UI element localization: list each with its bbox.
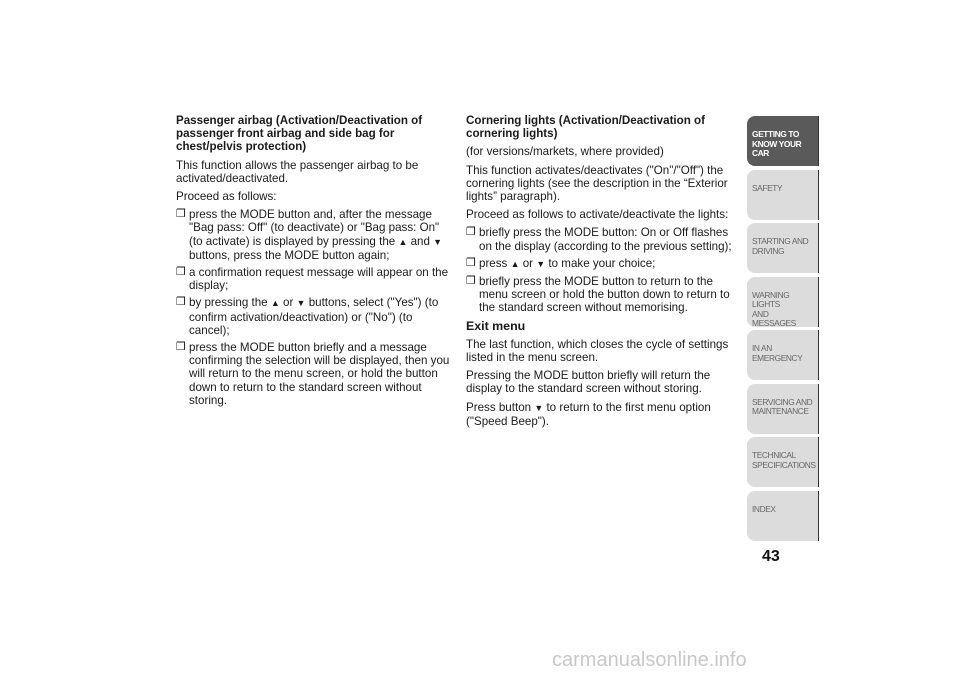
down-arrow-icon: ▼	[433, 236, 443, 247]
cornering-steps-list	[466, 226, 738, 314]
paragraph: Proceed as follows to activate/deactivate the lights:	[466, 208, 729, 222]
paragraph: Pressing the MODE button briefly will return the display to the standard screen without storing.	[466, 369, 711, 396]
checkbox-bullet-icon: ❒	[176, 208, 186, 221]
list-item: ❒ press the MODE button and, after the message "Bag pass: Off" (to deactivate) or "Bag pass: On" (to activate) is displayed by pressing the ▲ and ▼ buttons, press the MODE button again;	[176, 208, 443, 262]
tab-index[interactable]: INDEX	[747, 491, 819, 541]
tab-technical-specifications[interactable]: TECHNICAL SPECIFICATIONS	[747, 437, 819, 487]
down-arrow-icon: ▼	[536, 258, 546, 269]
paragraph: This function activates/deactivates ("On"/"Off") the cornering lights (see the description in the “Exterior lights” paragraph).	[466, 163, 728, 204]
list-item: ❒ press ▲ or ▼ to make your choice;	[466, 256, 656, 270]
up-arrow-icon: ▲	[398, 236, 408, 247]
up-arrow-icon: ▲	[270, 298, 280, 309]
exit-menu-heading: Exit menu	[466, 318, 526, 333]
list-item: ❒ briefly press the MODE button: On or Off flashes on the display (according to the previous setting);	[466, 226, 732, 253]
paragraph: The last function, which closes the cycle of settings listed in the menu screen.	[466, 337, 729, 365]
up-arrow-icon: ▲	[510, 258, 520, 269]
checkbox-bullet-icon: ❒	[466, 275, 476, 288]
tab-getting-to-know-your-car[interactable]: GETTING TO KNOW YOUR CAR	[747, 116, 819, 166]
page-number: 43	[762, 548, 780, 565]
list-item: ❒ press the MODE button briefly and a message confirming the selection will be displayed, then you will return to the menu screen, or hold the button down to return to the standard screen without storing.	[176, 341, 450, 407]
tab-safety[interactable]: SAFETY	[747, 170, 819, 220]
checkbox-bullet-icon: ❒	[176, 266, 186, 279]
tab-starting-and-driving[interactable]: STARTING AND DRIVING	[747, 223, 819, 273]
right-column	[466, 114, 738, 433]
airbag-steps-list	[176, 208, 454, 407]
down-arrow-icon: ▼	[534, 402, 544, 413]
list-item: ❒ by pressing the ▲ or ▼ buttons, select ("Yes") (to confirm activation/deactivation) or ("No") (to cancel);	[176, 296, 439, 337]
versions-note: (for versions/markets, where provided)	[466, 145, 664, 159]
paragraph: Proceed as follows:	[176, 190, 277, 204]
passenger-airbag-heading: Passenger airbag (Activation/Deactivation of passenger front airbag and side bag for chest/pelvis protection)	[176, 114, 423, 154]
left-column	[176, 114, 454, 412]
paragraph: This function allows the passenger airbag to be activated/deactivated.	[176, 158, 419, 185]
tab-servicing[interactable]: SERVICING AND MAINTENANCE	[747, 384, 819, 434]
checkbox-bullet-icon: ❒	[176, 341, 186, 354]
tab-warning-lights[interactable]: WARNING LIGHTS AND MESSAGES	[747, 277, 819, 327]
checkbox-bullet-icon: ❒	[466, 226, 476, 239]
checkbox-bullet-icon: ❒	[176, 296, 186, 309]
tab-in-an-emergency[interactable]: IN AN EMERGENCY	[747, 330, 819, 380]
down-arrow-icon: ▼	[296, 298, 306, 309]
paragraph: Press button ▼ to return to the first menu option ("Speed Beep").	[466, 400, 711, 428]
list-item: ❒ briefly press the MODE button to return to the menu screen or hold the button down to return to the standard screen without memorising.	[466, 275, 730, 315]
list-item: ❒ a confirmation request message will appear on the display;	[176, 266, 449, 293]
chapter-tabs	[747, 116, 819, 544]
checkbox-bullet-icon: ❒	[466, 256, 476, 269]
cornering-lights-heading: Cornering lights (Activation/Deactivation of cornering lights)	[466, 114, 705, 141]
watermark: carmanualsonline.info	[552, 649, 747, 671]
